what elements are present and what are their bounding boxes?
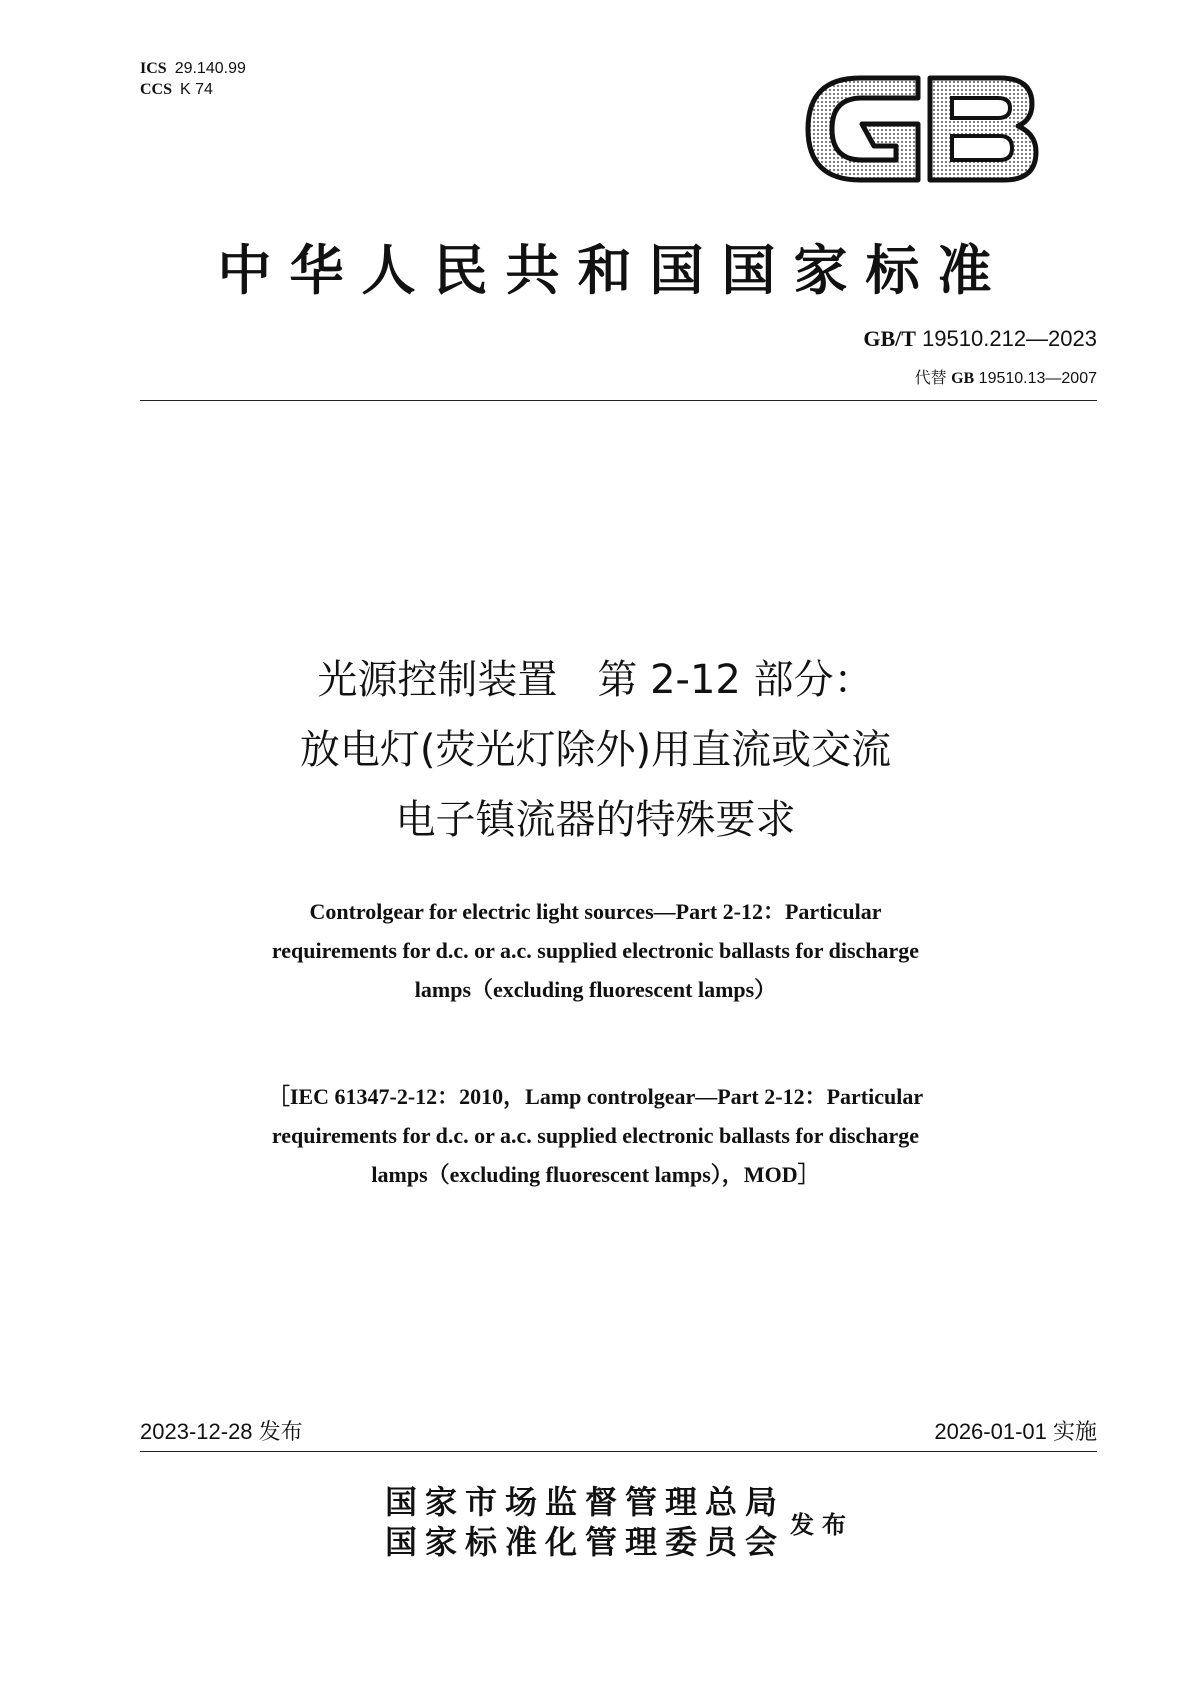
iec-line: requirements for d.c. or a.c. supplied electronic ballasts for discharge xyxy=(271,1123,920,1148)
title-cn-line: 放电灯(荧光灯除外)用直流或交流 xyxy=(299,727,892,773)
title-en-line: requirements for d.c. or a.c. supplied electronic ballasts for discharge xyxy=(271,938,920,963)
ics-label: ICS xyxy=(140,60,167,77)
title-english xyxy=(0,892,1191,1009)
replaces-code: 19510.13—2007 xyxy=(978,370,1097,387)
title-en-line: lamps（excluding fluorescent lamps） xyxy=(414,977,777,1002)
issuer-samr: 国家市场监督管理总局 xyxy=(385,1483,786,1521)
ics-code xyxy=(140,58,246,79)
ccs-label: CCS xyxy=(140,81,173,98)
issue-date: 2023-12-28 发布 xyxy=(140,1419,303,1444)
replaces-line xyxy=(915,365,1097,388)
ics-value: 29.140.99 xyxy=(174,60,246,77)
replaces-prefix: GB xyxy=(951,370,975,387)
issuing-organizations xyxy=(385,1482,785,1562)
implementation-date: 2026-01-01 实施 xyxy=(934,1419,1097,1444)
standard-prefix: GB/T xyxy=(863,326,916,351)
issuer-sac: 国家标准化管理委员会 xyxy=(385,1523,786,1561)
header-divider xyxy=(140,400,1097,401)
footer-divider xyxy=(140,1451,1097,1452)
iec-line: lamps（excluding fluorescent lamps），MOD］ xyxy=(371,1162,820,1187)
replaces-label: 代替 xyxy=(914,370,947,387)
ccs-code xyxy=(140,79,246,100)
title-en-line: Controlgear for electric light sources—Part 2-12：Particular xyxy=(309,899,882,924)
title-cn-line: 光源控制装置 第 2-12 部分： xyxy=(317,657,874,703)
gb-logo-icon xyxy=(800,68,1040,190)
standard-code: 19510.212—2023 xyxy=(922,326,1097,351)
iec-line: ［IEC 61347-2-12：2010，Lamp controlgear—Part 2-12：Particular xyxy=(267,1084,924,1109)
title-cn-line: 电子镇流器的特殊要求 xyxy=(395,797,796,843)
issue-action: 发布 xyxy=(790,1510,854,1539)
standard-number xyxy=(863,326,1097,352)
iec-equivalent xyxy=(0,1077,1191,1194)
masthead-title: 中华人民共和国国家标准 xyxy=(217,238,1010,302)
classification-codes xyxy=(140,58,246,100)
ccs-value: K 74 xyxy=(180,81,213,98)
title-chinese xyxy=(0,645,1191,855)
